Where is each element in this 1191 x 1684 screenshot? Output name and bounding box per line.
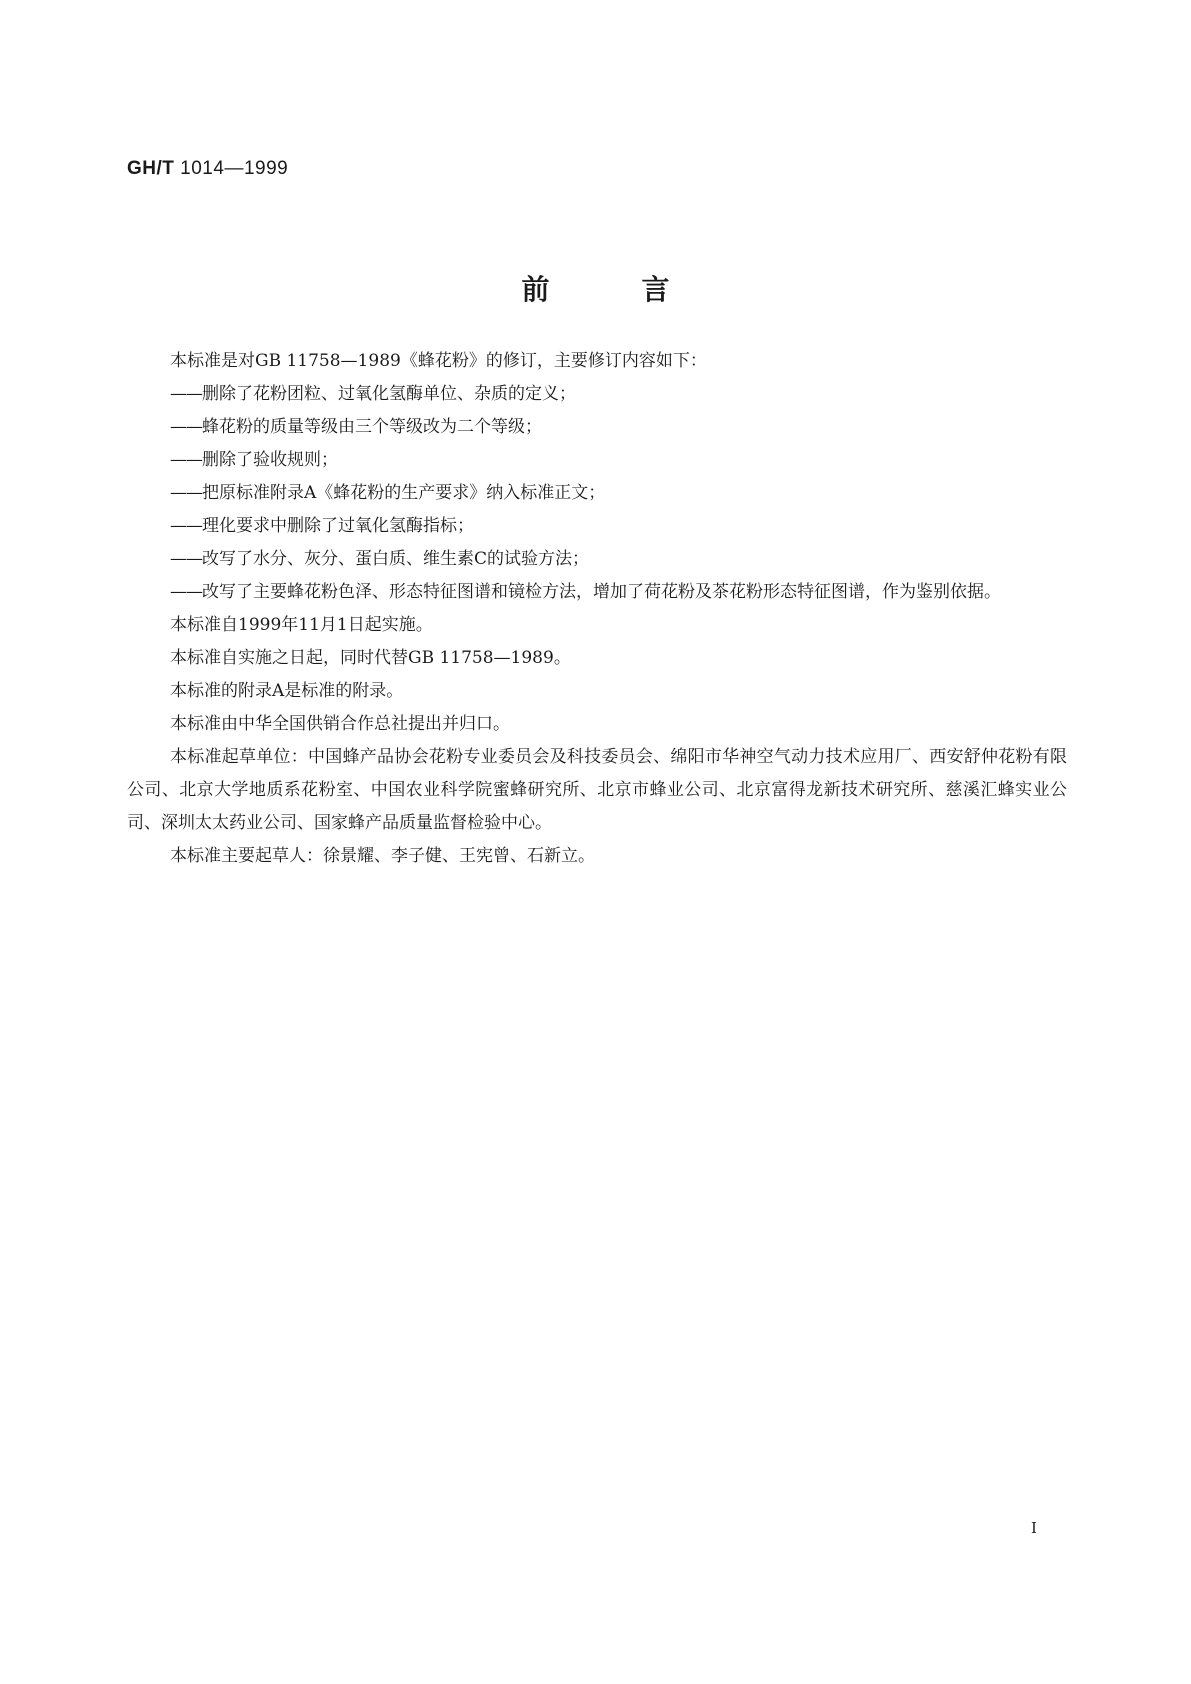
list-dash: —— xyxy=(170,483,202,503)
revision-item-text: 改写了水分、灰分、蛋白质、维生素C的试验方法； xyxy=(202,549,590,569)
revision-item xyxy=(127,576,1067,609)
appendix-paragraph: 本标准的附录A是标准的附录。 xyxy=(170,681,404,701)
list-dash: —— xyxy=(170,549,202,569)
replacement-paragraph: 本标准自实施之日起，同时代替GB 11758—1989。 xyxy=(170,648,571,668)
revision-item xyxy=(127,411,1067,444)
effective-date-paragraph: 本标准自1999年11月1日起实施。 xyxy=(170,615,433,635)
drafting-units-paragraph: 本标准起草单位：中国蜂产品协会花粉专业委员会及科技委员会、绵阳市华神空气动力技术应用厂、西安舒仲花粉有限公司、北京大学地质系花粉室、中国农业科学院蜜蜂研究所、北京市蜂业公司、北京富得龙新技术研究所、慈溪汇蜂实业公司、深圳太太药业公司、国家蜂产品质量监督检验中心。 xyxy=(127,747,1067,833)
revision-item xyxy=(127,378,1067,411)
revision-item xyxy=(127,510,1067,543)
document-code-number: 1014—1999 xyxy=(180,158,289,179)
list-dash: —— xyxy=(170,417,202,437)
list-dash: —— xyxy=(170,384,202,404)
proposer-paragraph: 本标准由中华全国供销合作总社提出并归口。 xyxy=(170,714,510,734)
list-dash: —— xyxy=(170,582,202,602)
intro-paragraph: 本标准是对GB 11758—1989《蜂花粉》的修订，主要修订内容如下： xyxy=(170,351,707,371)
revision-item xyxy=(127,477,1067,510)
revision-item-text: 删除了验收规则； xyxy=(202,450,338,470)
document-code-prefix: GH/T xyxy=(127,158,175,179)
revision-item-text: 删除了花粉团粒、过氧化氢酶单位、杂质的定义； xyxy=(202,384,576,404)
page-title: 前言 xyxy=(521,273,762,306)
revision-item xyxy=(127,543,1067,576)
revision-item-text: 蜂花粉的质量等级由三个等级改为二个等级； xyxy=(202,417,542,437)
revision-item-text: 理化要求中删除了过氧化氢酶指标； xyxy=(202,516,474,536)
document-code xyxy=(127,158,288,180)
list-dash: —— xyxy=(170,516,202,536)
revision-item-text: 改写了主要蜂花粉色泽、形态特征图谱和镜检方法，增加了荷花粉及茶花粉形态特征图谱，作为鉴别依据。 xyxy=(202,582,1001,602)
foreword-body xyxy=(127,345,1067,873)
drafters-paragraph: 本标准主要起草人：徐景耀、李子健、王宪曾、石新立。 xyxy=(170,846,595,866)
revision-item xyxy=(127,444,1067,477)
list-dash: —— xyxy=(170,450,202,470)
revision-item-text: 把原标准附录A《蜂花粉的生产要求》纳入标准正文； xyxy=(202,483,606,503)
page-number: I xyxy=(1031,1519,1037,1537)
